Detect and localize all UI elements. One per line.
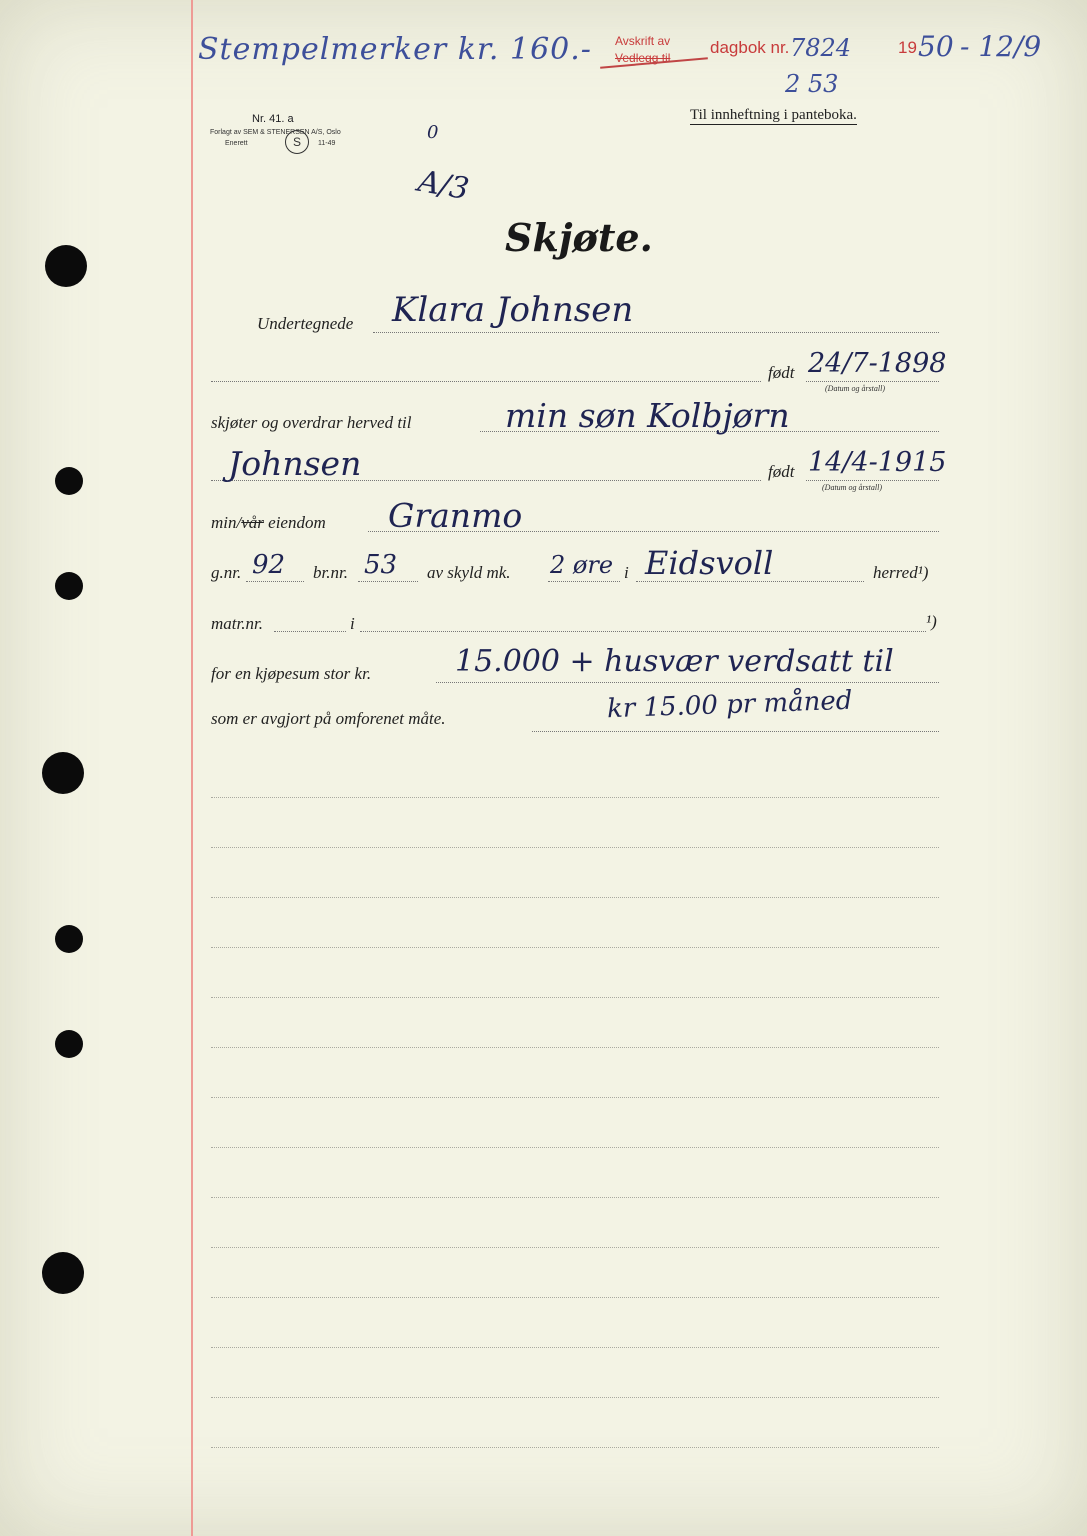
ruled-line [211,1147,939,1148]
property-label-suffix: eiendom [268,513,326,532]
born-label: født [768,462,795,481]
fill-line [211,381,761,382]
fill-line [806,480,939,481]
ruled-line [211,1397,939,1398]
price-value-continued: kr 15.00 pr måned [606,685,853,725]
binder-hole [55,1030,83,1058]
fill-line [246,581,304,582]
skyld-value: 2 øre [550,551,614,579]
publisher-code: 11-49 [318,140,336,147]
ruled-line [211,1247,939,1248]
undersigned-label: Undertegnede [257,314,354,333]
ruled-line [211,947,939,948]
ruled-line [211,797,939,798]
date-caption: (Datum og årstall) [822,483,882,492]
ruled-line [211,1297,939,1298]
fill-line [806,381,939,382]
property-value: Granmo [388,496,523,535]
margin-mark: A/3 [415,163,472,208]
margin-rule [191,0,193,1536]
stamp-line-bottom: Vedlegg til [615,51,671,65]
dagbok-label: dagbok nr. [710,38,790,57]
ruled-line [211,897,939,898]
transfer-value: min søn Kolbjørn [505,396,790,435]
year-suffix: 50 [918,30,954,63]
skyld-label: av skyld mk. [427,563,511,582]
transfer-label: skjøter og overdrar herved til [211,413,412,432]
born-label: født [768,363,795,382]
fill-line [373,332,939,333]
fill-line [436,682,939,683]
price-label: for en kjøpesum stor kr. [211,664,372,683]
ruled-line [211,847,939,848]
ruled-line [211,1447,939,1448]
publisher-line-1: Forlagt av SEM & STENERSEN A/S, Oslo [210,129,341,136]
publisher-line-2: Enerett [225,140,248,147]
year-prefix: 19 [898,38,917,57]
matr-note: ¹) [926,612,937,631]
date-note: - 12/9 [960,30,1042,63]
binder-hole [45,245,87,287]
publisher-emblem: S [285,130,309,154]
municipality-value: Eidsvoll [645,544,774,582]
binder-hole [42,752,84,794]
binder-hole [42,1252,84,1294]
bnr-value: 53 [364,550,398,580]
margin-mark: 0 [427,122,439,143]
ruled-line [211,1097,939,1098]
form-number: Nr. 41. a [252,113,294,125]
matr-i-label: i [350,614,355,633]
gnr-label: g.nr. [211,563,242,582]
transfer-value-continued: Johnsen [228,444,362,483]
born-value: 24/7-1898 [808,348,947,379]
filing-note: Til innheftning i panteboka. [690,107,857,123]
binder-hole [55,572,83,600]
ruled-line [211,1197,939,1198]
fill-line [532,731,939,732]
matr-label: matr.nr. [211,614,263,633]
binder-hole [55,467,83,495]
date-caption: (Datum og årstall) [825,384,885,393]
fill-line [274,631,346,632]
bnr-label: br.nr. [313,563,348,582]
settled-label: som er avgjort på omforenet måte. [211,709,446,728]
i-label: i [624,563,629,582]
stamp-note: Stempelmerker kr. 160.- [198,32,592,67]
sub-number: 2 53 [785,70,839,98]
undersigned-value: Klara Johnsen [392,290,634,330]
gnr-value: 92 [252,550,286,580]
dagbok-number: 7824 [790,34,852,62]
price-value: 15.000 + husvær verdsatt til [455,644,894,679]
fill-line [358,581,418,582]
stamp-line-top: Avskrift av [615,34,671,48]
document-title: Skjøte. [505,215,653,260]
property-label-struck: vår [241,513,264,532]
binder-hole [55,925,83,953]
ruled-line [211,1047,939,1048]
ruled-line [211,997,939,998]
property-label-prefix: min/ [211,513,242,532]
fill-line [548,581,620,582]
born-value: 14/4-1915 [808,447,947,478]
ruled-line [211,1347,939,1348]
herred-label: herred¹) [873,563,929,582]
fill-line [360,631,926,632]
property-label [211,513,326,533]
